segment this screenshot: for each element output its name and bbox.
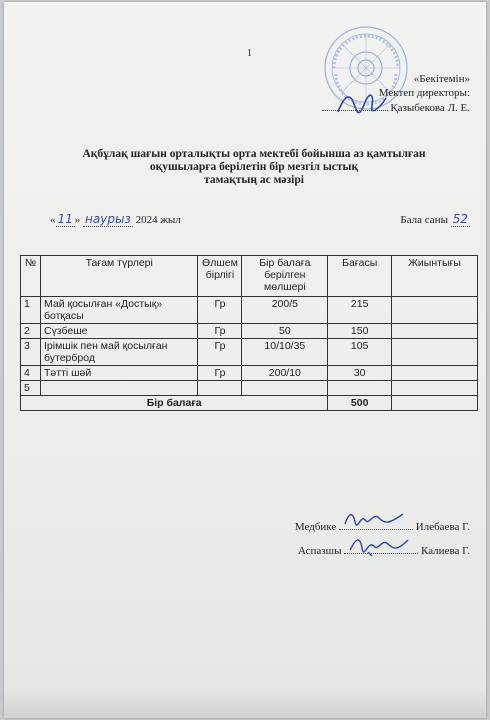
nurse-signature-line <box>295 518 470 533</box>
row-portion: 50 <box>242 324 328 339</box>
table-total-row <box>21 396 478 411</box>
nurse-signature <box>343 508 407 530</box>
header-unit: Өлшем бірлігі <box>198 256 242 297</box>
row-unit: Гр <box>198 366 242 381</box>
row-price: 105 <box>328 339 392 366</box>
total-label: Бір балаға <box>21 396 328 411</box>
row-dish <box>40 381 197 396</box>
header-price: Бағасы <box>328 256 392 297</box>
row-portion: 10/10/35 <box>242 339 328 366</box>
children-count-label: Бала саны <box>400 214 448 226</box>
children-count-value: 52 <box>452 212 468 226</box>
children-count <box>400 212 470 226</box>
date-open-quote: « <box>50 214 56 226</box>
row-portion: 200/5 <box>242 297 328 324</box>
page-number: 1 <box>247 48 252 59</box>
date-line <box>50 212 181 226</box>
date-day: 11 <box>57 212 73 226</box>
row-total <box>392 297 478 324</box>
approval-position: Мектеп директоры: <box>378 87 470 99</box>
date-year: 2024 жыл <box>135 214 181 226</box>
row-number: 3 <box>21 339 41 366</box>
director-name: Қазыбекова Л. Е. <box>390 102 470 114</box>
header-number: № <box>21 256 41 297</box>
row-portion <box>242 381 328 396</box>
cook-name: Калиева Г. <box>421 545 470 557</box>
title-line-2: оқушыларға берілетін бір мезгіл ыстық <box>149 161 359 173</box>
director-signature <box>334 86 394 122</box>
row-dish: Сүзбеше <box>40 324 197 339</box>
row-number: 1 <box>21 297 41 324</box>
row-unit <box>198 381 242 396</box>
row-total <box>392 366 478 381</box>
row-portion: 200/10 <box>242 366 328 381</box>
cook-label: Аспазшы <box>297 545 342 557</box>
header-dish: Тағам түрлері <box>40 256 197 297</box>
nurse-label: Медбике <box>294 521 337 533</box>
document-title <box>44 148 464 187</box>
cook-signature-blank <box>344 542 418 554</box>
row-price: 215 <box>328 297 392 324</box>
title-line-1: Ақбұлақ шағын орталықты орта мектебі бойынша аз қамтылған <box>82 148 426 160</box>
header-portion: Бір балаға берілген мөлшері <box>242 256 328 297</box>
document-page <box>4 2 486 718</box>
date-month: наурыз <box>85 212 131 226</box>
header-total: Жиынтығы <box>392 256 478 297</box>
nurse-name: Илебаева Г. <box>415 521 470 533</box>
row-dish: Май қосылған «Достық» ботқасы <box>40 297 197 324</box>
menu-table <box>20 255 478 411</box>
row-price: 30 <box>328 366 392 381</box>
row-unit: Гр <box>198 324 242 339</box>
table-row <box>21 324 478 339</box>
nurse-signature-blank <box>339 518 413 530</box>
row-number: 5 <box>21 381 41 396</box>
row-unit: Гр <box>198 339 242 366</box>
table-row <box>21 339 478 366</box>
page-shadow <box>4 688 486 718</box>
row-total <box>392 381 478 396</box>
row-price: 150 <box>328 324 392 339</box>
row-total <box>392 324 478 339</box>
row-number: 2 <box>21 324 41 339</box>
table-row <box>21 297 478 324</box>
row-dish: Тәтті шәй <box>40 366 197 381</box>
total-value: 500 <box>328 396 392 411</box>
table-header-row <box>21 256 478 297</box>
row-total <box>392 339 478 366</box>
row-price <box>328 381 392 396</box>
total-empty-cell <box>392 396 478 411</box>
date-close-quote: » <box>74 214 81 226</box>
cook-signature <box>348 532 412 558</box>
row-dish: Ірімшік пен май қосылған бутерброд <box>40 339 197 366</box>
cook-signature-line <box>298 542 470 557</box>
row-number: 4 <box>21 366 41 381</box>
row-unit: Гр <box>198 297 242 324</box>
table-row <box>21 366 478 381</box>
table-row <box>21 381 478 396</box>
approval-heading: «Бекітемін» <box>413 73 470 85</box>
title-line-3: тамақтың ас мәзірі <box>204 174 304 186</box>
